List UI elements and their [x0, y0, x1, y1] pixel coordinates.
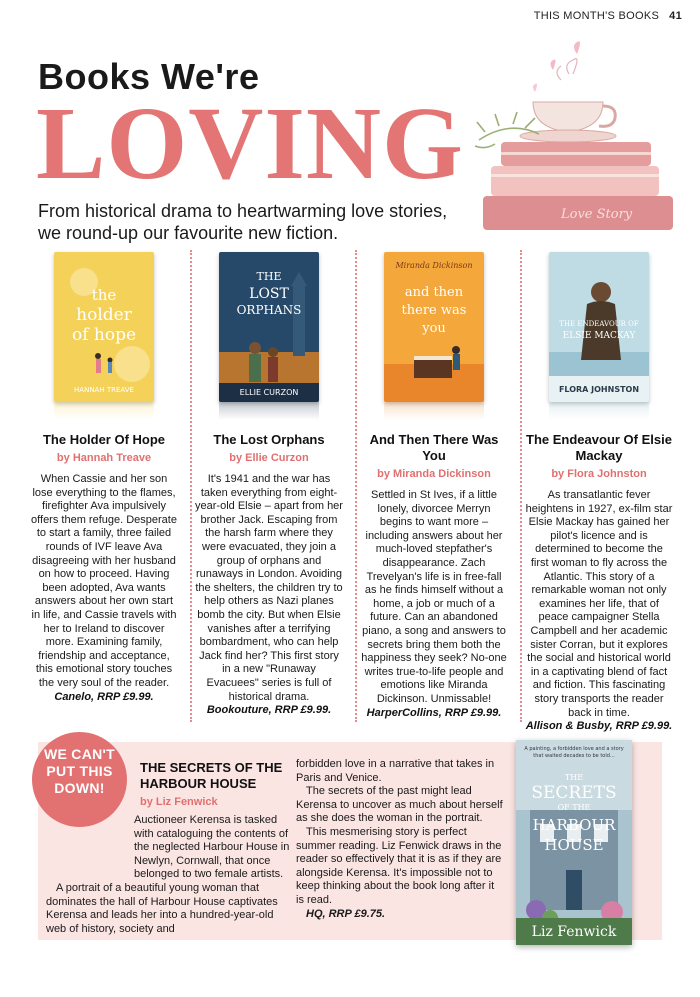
svg-text:THE: THE [564, 773, 584, 782]
book-publisher: Bookouture, RRP £9.99. [206, 704, 332, 717]
svg-text:LOST: LOST [249, 286, 289, 302]
featured-paragraph: forbidden love in a narrative that takes in Paris and Venice. [296, 758, 495, 784]
cover-author: Miranda Dickinson [395, 261, 473, 270]
svg-text:ELSIE MACKAY: ELSIE MACKAY [562, 331, 636, 341]
book-cover [219, 252, 319, 402]
svg-text:THE ENDEAVOUR OF: THE ENDEAVOUR OF [559, 320, 639, 328]
svg-text:there was: there was [401, 303, 467, 318]
book-cover [54, 252, 154, 402]
featured-book-author: by Liz Fenwick [140, 796, 218, 808]
running-header [534, 10, 682, 22]
featured-text-column-1 [46, 814, 290, 936]
svg-text:and then: and then [404, 285, 464, 300]
featured-paragraph: This mesmerising story is perfect summer reading. Liz Fenwick draws in the reader so effectively that it is as if they are alongside Kerensa. It's impossible not to keep thinking about the book long after it is read. [296, 825, 502, 906]
book-publisher: HarperCollins, RRP £9.99. [366, 706, 502, 719]
book-review [360, 250, 508, 725]
svg-text:THE: THE [256, 270, 282, 283]
teacup-books-illustration [465, 40, 690, 240]
featured-text-column-2 [296, 758, 504, 921]
column-divider [355, 250, 357, 722]
svg-text:SECRETS: SECRETS [531, 783, 617, 803]
heart-icon [533, 84, 537, 92]
svg-text:HARBOUR: HARBOUR [532, 816, 616, 834]
book-title: And Then There Was You [369, 432, 499, 463]
book-author: by Flora Johnston [551, 468, 647, 480]
svg-text:ORPHANS: ORPHANS [236, 303, 302, 317]
book-author: by Ellie Curzon [229, 452, 309, 464]
svg-text:OF THE: OF THE [557, 803, 591, 812]
headline-kicker: Books We're [38, 56, 260, 97]
featured-publisher: HQ, RRP £9.75. [306, 907, 386, 920]
page-number: 41 [669, 10, 682, 22]
book-title: The Endeavour Of Elsie Mackay [526, 432, 672, 463]
book-description: It's 1941 and the war has taken everything from eight-year-old Elsie – apart from her brother Jack. Escaping from the harsh farm where they were evacuated, they join a group of orphans and runaways in London. Avoiding the shelters, the children try to help others as Nazi planes bomb the city. But when Elsie vanishes after a terrifying bombardment, who can help Jack find her? This first story in a new "Runaway Evacuees" series is full of historical drama. [195, 473, 343, 703]
featured-paragraph: A portrait of a beautiful young woman that dominates the hall of Harbour House captivates Kerensa and leads her into a hundred-year-old web of history, society and [46, 881, 278, 935]
svg-text:holder: holder [76, 305, 132, 325]
recommendation-badge: WE CAN'T PUT THIS DOWN! [32, 732, 127, 827]
svg-text:A painting, a forbidden love a: A painting, a forbidden love and a story [524, 746, 624, 752]
book-author: by Miranda Dickinson [377, 468, 491, 480]
book-title: The Lost Orphans [213, 432, 325, 447]
book-description: When Cassie and her son lose everything to the flames, firefighter Ava impulsively offers them refuge. Desperate to start a family, three failed rounds of IVF leave Ava disagreeing with her husband on how to proceed. Having been adopted, Ava wants answers about her own start in life, and Cassie travels with her to Ireland to discover more. Examining family, friendship and acceptance, this emotional story touches the very soul of the reader. [31, 473, 177, 689]
headline-main: LOVING [36, 86, 464, 201]
svg-text:of hope: of hope [71, 325, 137, 345]
column-divider [190, 250, 192, 722]
cover-author: HANNAH TREAVE [74, 386, 134, 394]
book-publisher: Allison & Busby, RRP £9.99. [525, 720, 673, 733]
book-cover [549, 252, 649, 402]
steam-icon [557, 59, 577, 80]
cover-author: FLORA JOHNSTON [558, 385, 640, 394]
cover-author: ELLIE CURZON [239, 388, 299, 397]
svg-text:HOUSE: HOUSE [544, 836, 604, 854]
featured-book-title: THE SECRETS OF THE HARBOUR HOUSE [140, 760, 283, 791]
book-author: by Hannah Treave [56, 452, 152, 464]
svg-text:you: you [422, 321, 446, 336]
book-reviews [30, 250, 675, 733]
svg-text:that waited decades to be told: that waited decades to be told... [533, 753, 615, 759]
book-title: The Holder Of Hope [42, 432, 166, 447]
book-review [30, 250, 178, 725]
book-description: As transatlantic fever heightens in 1927, ex-film star Elsie Mackay has gained her pilot's licence and is determined to become the first woman to fly across the Atlantic. This story of a remarkable woman not only examines her life, that of peace campaigner Stella Campbell and her academic sister Corran, but it explores the social and historical world in a captivating blend of fact and fiction. This fascinating story transports the reader back in time. [525, 489, 673, 719]
book-description: Settled in St Ives, if a little lonely, divorcee Merryn begins to want more – including answers about her much-loved stepfather's disappearance. Zach Trevelyan's life is in free-fall as he finds himself without a home, a job or much of a future. Can an abandoned piano, a song and answers to secrets bring them both the happiness they seek? No-one writes true-to-life people and emotions like Miranda Dickinson. Unmissable! [361, 489, 507, 705]
spine-text: Love Story [561, 207, 633, 222]
teacup-icon [533, 102, 603, 132]
svg-text:the: the [91, 286, 117, 304]
featured-paragraph: Auctioneer Kerensa is tasked with cataloguing the contents of the neglected Harbour House in Newlyn, Cornwall, that once belonged to two female artists. [134, 814, 290, 881]
cover-author: Liz Fenwick [531, 924, 617, 940]
section-label: THIS MONTH'S BOOKS [533, 10, 660, 22]
book-review [195, 250, 343, 725]
book-publisher: Canelo, RRP £9.99. [54, 690, 154, 703]
heart-icon [551, 59, 556, 70]
book-cover [384, 252, 484, 402]
standfirst: From historical drama to heartwarming love stories, we round-up our favourite new fiction. [38, 201, 448, 243]
featured-paragraph: The secrets of the past might lead Kerensa to uncover as much about herself as she does the woman in the portrait. [296, 785, 503, 825]
heart-icon [574, 41, 580, 54]
book-review [525, 250, 673, 733]
featured-book-cover [516, 740, 632, 945]
column-divider [520, 250, 522, 722]
